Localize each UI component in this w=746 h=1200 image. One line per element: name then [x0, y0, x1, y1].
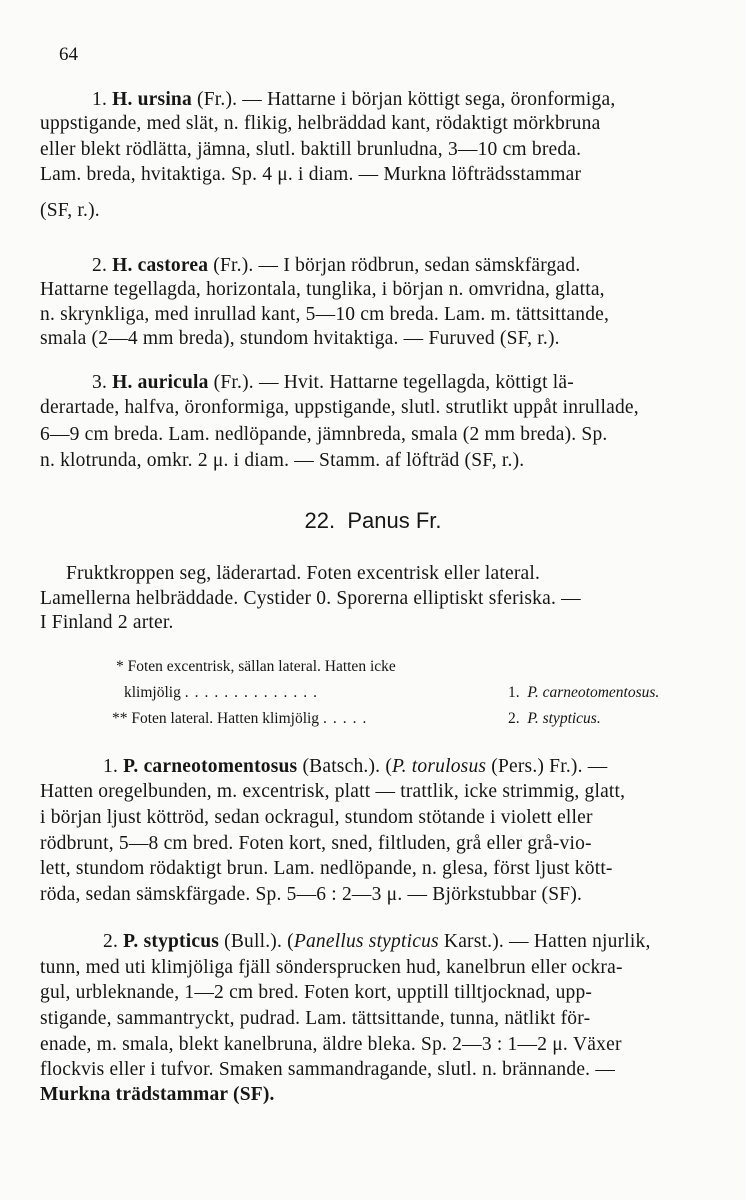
- species-name: P. carneotomentosus: [123, 756, 298, 777]
- text-line: röda, sedan sämskfärgade. Sp. 5—6 : 2—3 μ. — Björkstubbar (SF).: [40, 884, 583, 905]
- text-line: stigande, sammantryckt, pudrad. Lam. tättsittande, tunna, nätlikt för-: [40, 1008, 591, 1029]
- text-line: smala (2—4 mm breda), stundom hvitaktiga. — Furuved (SF, r.).: [40, 328, 560, 349]
- text-line: eller blekt rödlätta, jämna, slutl. baktill brunludna, 3—10 cm breda.: [40, 139, 582, 160]
- page-number: 64: [59, 44, 78, 65]
- species-entry-heading: 2. P. stypticus (Bull.). (Panellus stypticus Karst.). — Hatten njurlik,: [103, 931, 651, 952]
- text-line: n. skrynkliga, med inrullad kant, 5—10 cm breda. Lam. m. tättsittande,: [40, 304, 610, 325]
- key-row: klimjölig ..............: [124, 684, 323, 701]
- text-line: Hatten oregelbunden, m. excentrisk, platt — trattlik, icke strimmig, glatt,: [40, 781, 626, 802]
- species-entry-heading: 1. P. carneotomentosus (Batsch.). (P. torulosus (Pers.) Fr.). —: [103, 756, 608, 777]
- text-line: enade, m. smala, blekt kanelbruna, äldre bleka. Sp. 2—3 : 1—2 μ. Växer: [40, 1034, 622, 1055]
- species-entry-heading: 3. H. auricula (Fr.). — Hvit. Hattarne tegellagda, köttigt lä-: [92, 372, 574, 393]
- species-name: H. castorea: [112, 255, 209, 276]
- key-target: 2. P. stypticus.: [508, 710, 601, 727]
- key-row: * Foten excentrisk, sällan lateral. Hatten icke: [116, 658, 396, 675]
- species-entry-heading: 2. H. castorea (Fr.). — I början rödbrun, sedan sämskfärgad.: [92, 255, 581, 276]
- text-line: Murkna trädstammar (SF).: [40, 1084, 275, 1105]
- text-line: tunn, med uti klimjöliga fjäll söndersprucken hud, kanelbrun eller ockra-: [40, 957, 623, 978]
- leader-dots: ..............: [184, 684, 323, 701]
- leader-dots: .....: [322, 710, 373, 727]
- text-line: 6—9 cm breda. Lam. nedlöpande, jämnbreda, smala (2 mm breda). Sp.: [40, 424, 608, 445]
- text-line: rödbrunt, 5—8 cm bred. Foten kort, sned, filtluden, grå eller grå-vio-: [40, 833, 592, 854]
- species-name: H. ursina: [112, 89, 192, 110]
- text-line: flockvis eller i tufvor. Smaken sammandragande, slutl. n. brännande. —: [40, 1059, 616, 1080]
- text-line: i början ljust köttröd, sedan ockragul, stundom stötande i violett eller: [40, 807, 593, 828]
- text-line: (SF, r.).: [40, 200, 100, 221]
- intro-line: Fruktkroppen seg, läderartad. Foten excentrisk eller lateral.: [66, 563, 541, 584]
- intro-line: Lamellerna helbräddade. Cystider 0. Sporerna elliptiskt sferiska. —: [40, 588, 581, 609]
- species-name: H. auricula: [112, 372, 209, 393]
- key-row: ** Foten lateral. Hatten klimjölig .....: [112, 710, 373, 727]
- text-line: uppstigande, med slät, n. flikig, helbräddad kant, rödaktigt mörkbruna: [40, 113, 601, 134]
- text-line: Lam. breda, hvitaktiga. Sp. 4 μ. i diam. — Murkna löfträdsstammar: [40, 164, 582, 185]
- text-line: derartade, halfva, öronformiga, uppstigande, slutl. strutlikt uppåt inrullade,: [40, 397, 639, 418]
- key-target: 1. P. carneotomentosus.: [508, 684, 660, 701]
- text-line: n. klotrunda, omkr. 2 μ. i diam. — Stamm. af löfträd (SF, r.).: [40, 450, 525, 471]
- species-name: P. stypticus: [123, 931, 220, 952]
- text-line: lett, stundom rödaktigt brun. Lam. nedlöpande, n. glesa, först ljust kött-: [40, 858, 613, 879]
- section-heading: 22. Panus Fr.: [304, 508, 442, 533]
- text-line: gul, urbleknande, 1—2 cm bred. Foten kort, upptill tilltjocknad, upp-: [40, 982, 593, 1003]
- text-line: Hattarne tegellagda, horizontala, tunglika, i början n. omvridna, glatta,: [40, 279, 605, 300]
- species-entry-heading: 1. H. ursina (Fr.). — Hattarne i början köttigt sega, öronformiga,: [92, 89, 616, 110]
- intro-line: I Finland 2 arter.: [40, 612, 174, 633]
